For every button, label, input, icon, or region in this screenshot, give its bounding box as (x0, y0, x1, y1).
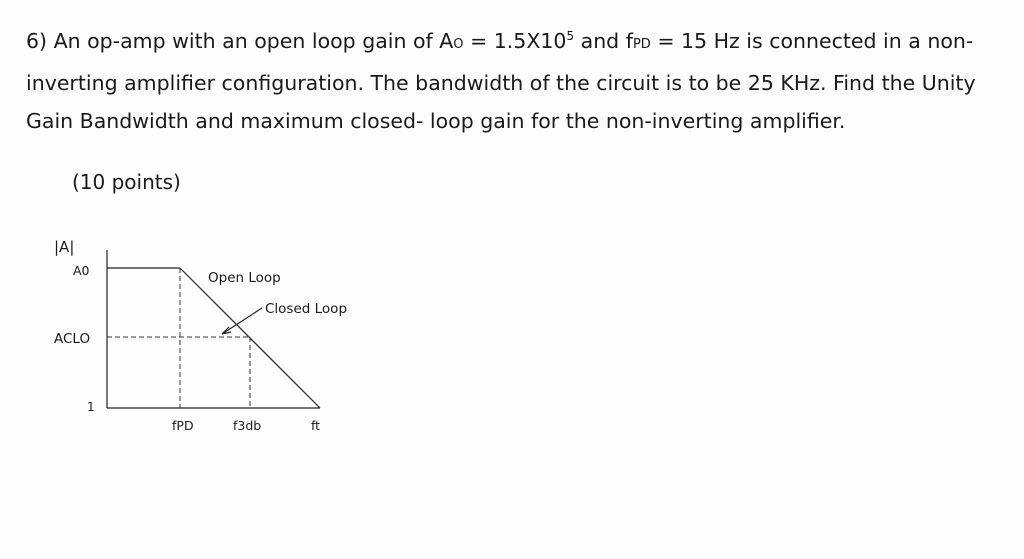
open-loop-label: Open Loop (208, 270, 281, 286)
question-line-3: Gain Bandwidth and maximum closed- loop gain for the non-inverting amplifier. (26, 109, 846, 133)
closed-loop-label: Closed Loop (265, 301, 348, 317)
x-label-f3db: f3db (233, 418, 262, 433)
y-label-aclo: ACLO (54, 331, 91, 347)
question-number: 6) (26, 29, 48, 53)
y-label-a0: A0 (73, 263, 90, 278)
question-line-2: inverting amplifier configuration. The bandwidth of the circuit is to be 25 KHz. Find the Unity (26, 71, 976, 95)
x-label-fpd: fPD (172, 418, 194, 433)
x-label-ft: ft (311, 418, 321, 433)
points-label: (10 points) (72, 170, 181, 194)
y-label-one: 1 (87, 400, 95, 414)
question-line-1: 6) An op-amp with an open loop gain of AO = $1.5X10^5$ and fPD = 15 Hz is connected in a non- (26, 29, 974, 53)
y-axis-title: |A| (54, 238, 75, 256)
